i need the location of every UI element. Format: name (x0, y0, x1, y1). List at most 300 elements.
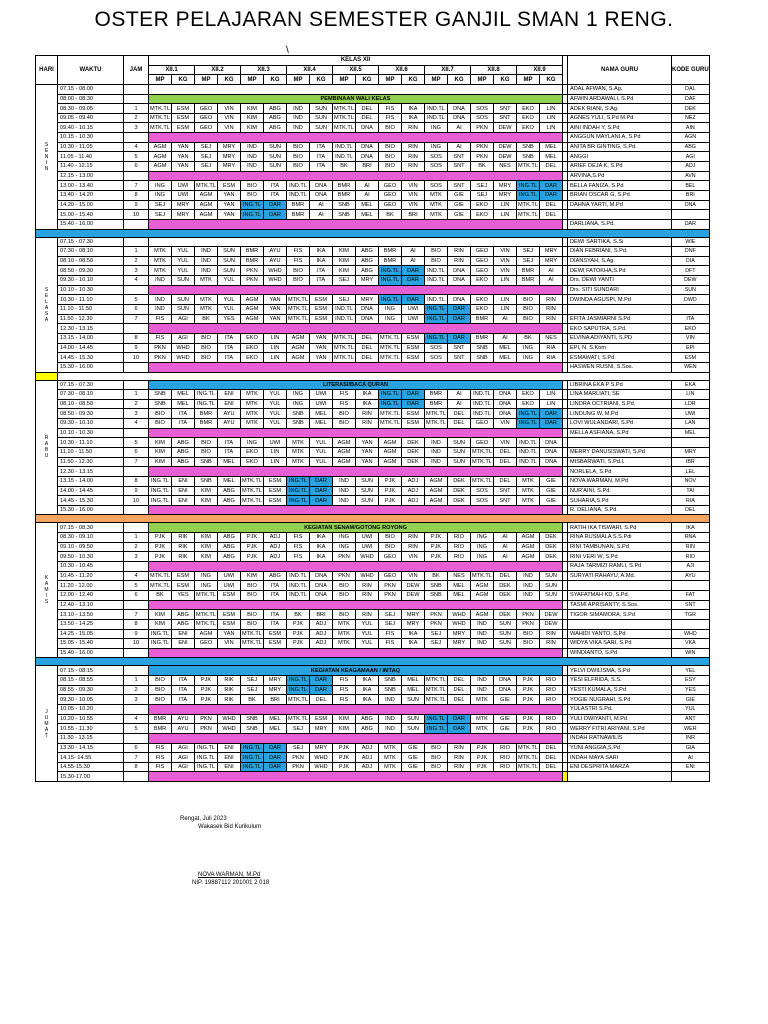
teacher-code-cell: UWI (172, 190, 195, 200)
subject-cell: PKN (471, 142, 494, 152)
subject-cell: EKO (241, 447, 264, 457)
subject-cell: AGM (471, 590, 494, 600)
teacher-code-cell: SUN (218, 256, 241, 266)
time-cell: 08.10 - 08.50 (58, 256, 124, 266)
subject-cell: ING (517, 343, 540, 353)
teacher-code: EKO (672, 324, 710, 334)
subject-cell: AGM (517, 552, 540, 562)
teacher-code-cell: ENI (172, 639, 195, 649)
teacher-code: BRI (672, 190, 710, 200)
subject-cell: EKO (517, 399, 540, 409)
subject-cell: BIO (333, 419, 356, 429)
teacher-code-cell: YAN (264, 305, 287, 315)
subject-cell: SNB (195, 476, 218, 486)
teacher-code-cell: LIN (540, 113, 563, 123)
teacher-code-cell: AI (448, 390, 471, 400)
subject-cell: PJK (195, 685, 218, 695)
teacher-name: ADAL AFWAN, S.Ag. (568, 84, 672, 94)
day-letter: A (44, 441, 49, 448)
teacher-code-cell: MEL (218, 476, 241, 486)
teacher-code-cell: GIE (494, 714, 517, 724)
subject-cell: GEO (379, 190, 402, 200)
subject-cell: GEO (195, 104, 218, 114)
jam-cell: 7 (124, 753, 149, 763)
break-band (149, 84, 563, 94)
subject-cell: AGM (241, 295, 264, 305)
subject-cell: IND (379, 695, 402, 705)
jam-cell: 1 (124, 247, 149, 257)
time-cell: 13.30 - 14.15 (58, 743, 124, 753)
teacher-code-cell: LIN (540, 399, 563, 409)
teacher-name: RAJA TARMIZI RAMLI, S.Pd (568, 562, 672, 572)
teacher-code-cell: DAR (310, 486, 333, 496)
teacher-code-cell: AI (494, 533, 517, 543)
subject-cell: SEJ (149, 200, 172, 210)
subject-cell: EKO (471, 200, 494, 210)
subject-cell: AGM (425, 496, 448, 506)
subject-cell: IND (287, 113, 310, 123)
teacher-code-cell: LIN (264, 457, 287, 467)
subject-cell: GEO (471, 438, 494, 448)
time-cell: 10.10 - 10.30 (58, 285, 124, 295)
subject-cell: PKN (471, 152, 494, 162)
jam-cell: 7 (124, 181, 149, 191)
teacher-code-cell: DEL (494, 447, 517, 457)
subject-cell: BIO (149, 419, 172, 429)
day-letter: I (45, 593, 48, 600)
time-cell: 10.30 - 11.05 (58, 142, 124, 152)
teacher-code-cell: SNT (494, 496, 517, 506)
subject-cell: ING.TL (149, 476, 172, 486)
class-header: XII.2 (195, 65, 241, 75)
teacher-code-cell: ADJ (310, 629, 333, 639)
teacher-code-cell: IKA (310, 256, 333, 266)
teacher-name: DEWI FATOKHA,S.Pd (568, 266, 672, 276)
subject-cell: BIO (241, 581, 264, 591)
teacher-code-cell: LIN (540, 104, 563, 114)
teacher-code-cell: GIE (448, 190, 471, 200)
teacher-code-cell: RIN (402, 142, 425, 152)
time-cell: 07.15 - 07.30 (58, 237, 124, 247)
teacher-name: ANGGUN MAYLANI A, S.Pd (568, 133, 672, 143)
subject-cell: ING (287, 390, 310, 400)
class-header: XII.1 (149, 65, 195, 75)
day-label (36, 666, 58, 782)
teacher-name: LIBRINA EKA P S.Pd (568, 380, 672, 390)
subject-cell: IND (471, 685, 494, 695)
teacher-code-cell: SUN (540, 590, 563, 600)
subject-cell: ING (195, 581, 218, 591)
teacher-code-cell: VIN (402, 190, 425, 200)
subject-cell: MTK (195, 276, 218, 286)
teacher-code-cell: VIN (494, 247, 517, 257)
teacher-code: WHD (672, 629, 710, 639)
teacher-code-cell: DAR (310, 676, 333, 686)
schedule-row (36, 113, 710, 123)
teacher-code-cell: ITA (172, 409, 195, 419)
subject-cell: AGM (333, 447, 356, 457)
subject-cell: AGM (471, 610, 494, 620)
subject-cell: MTK (195, 295, 218, 305)
teacher-code-cell: YAN (218, 190, 241, 200)
jam-cell: 3 (124, 266, 149, 276)
teacher-code-cell: DEL (356, 104, 379, 114)
teacher-code-cell: DNA (310, 181, 333, 191)
teacher-code (672, 581, 710, 591)
subject-cell: AGM (287, 343, 310, 353)
schedule-row (36, 610, 710, 620)
subject-cell: FIS (287, 542, 310, 552)
teacher-code-cell: MEL (540, 152, 563, 162)
subject-cell: MTK (471, 695, 494, 705)
jam-cell: 5 (124, 152, 149, 162)
subject-cell: IND (379, 714, 402, 724)
subject-cell: IND.TL (287, 571, 310, 581)
teacher-name: NUR'AINI, S.Pd. (568, 486, 672, 496)
teacher-code-cell: SUN (356, 486, 379, 496)
teacher-name: YULASTRI S.Pd. (568, 705, 672, 715)
teacher-code-cell: DNA (448, 295, 471, 305)
teacher-code-cell: SUN (494, 629, 517, 639)
teacher-code-cell: AI (494, 333, 517, 343)
teacher-code: YUL (672, 705, 710, 715)
separator-band (36, 372, 58, 380)
teacher-code-cell: YUL (310, 438, 333, 448)
jam-cell (124, 562, 149, 572)
teacher-code-cell: ESM (264, 629, 287, 639)
teacher-code-cell: MRY (218, 162, 241, 172)
teacher-code: TGR (672, 610, 710, 620)
mp-header: MP (195, 75, 218, 85)
subject-cell: SOS (425, 353, 448, 363)
jam-header: JAM (124, 56, 149, 85)
subject-cell: KIM (241, 104, 264, 114)
teacher-code-cell: WHD (356, 552, 379, 562)
teacher-code-cell: DNA (494, 390, 517, 400)
subject-cell: SEJ (333, 295, 356, 305)
teacher-code-cell: ESM (172, 123, 195, 133)
teacher-name: WERRY FITRI ARIYANI, S.Pd (568, 724, 672, 734)
subject-cell: BIO (425, 247, 448, 257)
schedule-row (36, 772, 710, 782)
subject-cell: FIS (149, 743, 172, 753)
teacher-code-cell: RIN (540, 314, 563, 324)
subject-cell: KIM (195, 542, 218, 552)
subject-cell: PJK (149, 552, 172, 562)
subject-cell: GEO (195, 113, 218, 123)
subject-cell: AGM (241, 305, 264, 315)
teacher-code-cell: YUL (264, 390, 287, 400)
teacher-code: INR (672, 733, 710, 743)
teacher-code-cell: ESM (218, 610, 241, 620)
teacher-code: DAL (672, 84, 710, 94)
subject-cell: BIO (149, 695, 172, 705)
subject-cell: ING (471, 542, 494, 552)
time-cell: 08.50 - 09.30 (58, 409, 124, 419)
subject-cell: ING (333, 542, 356, 552)
teacher-code-cell: ITA (310, 162, 333, 172)
teacher-code-cell: DEL (540, 753, 563, 763)
teacher-code: AGI (672, 152, 710, 162)
teacher-code-cell: AI (448, 399, 471, 409)
subject-cell: MTK.TL (472, 449, 492, 456)
subject-cell: PJK (425, 533, 448, 543)
class-header: XII.6 (379, 65, 425, 75)
subject-cell: MTK.TL (426, 687, 446, 694)
subject-cell: MTK (241, 399, 264, 409)
subject-cell: ING.TL (425, 724, 448, 734)
schedule-row (36, 666, 710, 676)
teacher-code-cell: ITA (310, 152, 333, 162)
teacher-name: ANITA BR GINTING, S.Pd. (568, 142, 672, 152)
subject-cell: GEO (471, 266, 494, 276)
teacher-code-cell: DNA (494, 676, 517, 686)
teacher-code-cell: RIA (540, 343, 563, 353)
jam-cell: 10 (124, 639, 149, 649)
teacher-code-cell: ABG (218, 496, 241, 506)
teacher-code-cell: MEL (218, 457, 241, 467)
teacher-name: ESMAWATI, S.Pd. (568, 353, 672, 363)
teacher-code: RIN (672, 542, 710, 552)
subject-cell: EKO (471, 295, 494, 305)
jam-cell: 6 (124, 447, 149, 457)
subject-cell: IND (195, 266, 218, 276)
teacher-code-cell: DEL (356, 113, 379, 123)
teacher-name: INDAH RATNAWILIS (568, 733, 672, 743)
teacher-code-cell: IKA (356, 676, 379, 686)
subject-cell: SEJ (195, 162, 218, 172)
subject-cell: IND (241, 142, 264, 152)
teacher-code-cell: ITA (264, 619, 287, 629)
teacher-code-cell: DAR (310, 476, 333, 486)
mp-header: MP (517, 75, 540, 85)
subject-cell: AGM (195, 629, 218, 639)
day-separator (36, 515, 710, 523)
subject-cell: KIM (195, 486, 218, 496)
teacher-code-cell: ESM (310, 295, 333, 305)
subject-cell: MTK (333, 629, 356, 639)
teacher-code: LDR (672, 399, 710, 409)
teacher-code-cell: YUL (310, 457, 333, 467)
teacher-code-cell: DNA (310, 571, 333, 581)
subject-cell: FIS (333, 399, 356, 409)
subject-cell: BIO (195, 353, 218, 363)
mp-header: MP (333, 75, 356, 85)
schedule-table (35, 55, 710, 782)
jam-cell: 4 (124, 142, 149, 152)
teacher-code-cell: ESM (264, 486, 287, 496)
time-cell: 15.30 - 16.00 (58, 362, 124, 372)
teacher-code: ADJ (672, 162, 710, 172)
teacher-name (568, 438, 672, 448)
subject-cell: MTK.TL (518, 163, 538, 170)
subject-cell: ING.TL (195, 743, 218, 753)
subject-cell: GEO (471, 247, 494, 257)
subject-cell: SOS (425, 152, 448, 162)
teacher-code-cell: SUN (264, 152, 287, 162)
teacher-code: BEL (672, 181, 710, 191)
teacher-name: AGNES YULI, S.Pd M.Pd (568, 113, 672, 123)
subject-cell: PJK (517, 676, 540, 686)
teacher-code-cell: SNT (494, 113, 517, 123)
teacher-code-cell: IKA (402, 639, 425, 649)
day-letter: A (44, 581, 49, 588)
teacher-code-cell: IKA (356, 390, 379, 400)
subject-cell: SOS (425, 343, 448, 353)
jam-cell: 2 (124, 113, 149, 123)
schedule-row (36, 428, 710, 438)
subject-cell: IND.TL (517, 457, 540, 467)
schedule-row (36, 676, 710, 686)
subject-cell: BK (287, 610, 310, 620)
time-cell: 10.45 - 11.20 (58, 571, 124, 581)
schedule-row (36, 133, 710, 143)
teacher-code-cell: VIN (402, 552, 425, 562)
subject-cell: ING.TL (425, 333, 448, 343)
time-cell: 10.30 - 11.10 (58, 295, 124, 305)
subject-cell: PKN (379, 581, 402, 591)
teacher-code-cell: ADJ (264, 533, 287, 543)
teacher-code-cell: SUN (448, 457, 471, 467)
schedule-row (36, 256, 710, 266)
teacher-code-cell: DEK (494, 610, 517, 620)
teacher-code-cell: DEL (494, 571, 517, 581)
subject-cell: IND.TL (333, 152, 356, 162)
schedule-row (36, 94, 710, 104)
teacher-code-cell: AGI (172, 753, 195, 763)
schedule-row (36, 733, 710, 743)
teacher-code-cell: SUN (310, 104, 333, 114)
teacher-code-cell: NES (494, 162, 517, 172)
teacher-code-cell: ADJ (356, 753, 379, 763)
time-cell: 09.30 - 10.10 (58, 419, 124, 429)
teacher-name: SYAFATMAH KD, S.Pd. (568, 590, 672, 600)
teacher-name: WIDYA VIKA SARI, S.Pd (568, 639, 672, 649)
teacher-code-cell: ENI (172, 486, 195, 496)
time-cell: 11.05 - 11.40 (58, 152, 124, 162)
jam-cell (124, 362, 149, 372)
day-letter: M (44, 587, 49, 594)
teacher-code-cell: ADJ (310, 619, 333, 629)
subject-cell: ING (425, 142, 448, 152)
time-cell: 14.25 - 15.05 (58, 629, 124, 639)
jam-cell (124, 523, 149, 533)
time-cell: 13.50 - 14.25 (58, 619, 124, 629)
jam-cell: 3 (124, 695, 149, 705)
teacher-code-cell: ABG (172, 457, 195, 467)
subject-cell: SOS (471, 486, 494, 496)
day-label (36, 380, 58, 515)
schedule-row (36, 210, 710, 220)
subject-cell: MTK (517, 496, 540, 506)
subject-cell: FIS (379, 629, 402, 639)
break-band (149, 133, 563, 143)
teacher-code-cell: DEW (402, 590, 425, 600)
teacher-code-cell: ESM (310, 714, 333, 724)
teacher-code-cell: RIN (540, 639, 563, 649)
teacher-code-cell: WHD (172, 353, 195, 363)
teacher-name: YULI DWIYANTI, M.Pd (568, 714, 672, 724)
subject-cell: BMR (471, 333, 494, 343)
time-cell: 15.30-17.00 (58, 772, 124, 782)
subject-cell: BMR (425, 390, 448, 400)
time-cell: 10.55 - 11.30 (58, 724, 124, 734)
kg-header: KG (264, 75, 287, 85)
jam-cell: 1 (124, 390, 149, 400)
subject-cell: PJK (425, 542, 448, 552)
teacher-code-cell: UWI (218, 581, 241, 591)
teacher-code-cell: YUL (172, 247, 195, 257)
teacher-code-cell: SUN (494, 619, 517, 629)
kg-header: KG (356, 75, 379, 85)
subject-cell: SNB (471, 343, 494, 353)
teacher-code-cell: DEL (448, 695, 471, 705)
teacher-code: UWI (672, 409, 710, 419)
teacher-code-cell: NES (540, 333, 563, 343)
time-cell: 11.10 - 11.50 (58, 447, 124, 457)
schedule-row (36, 600, 710, 610)
teacher-code: IKA (672, 523, 710, 533)
subject-cell: FIS (379, 104, 402, 114)
subject-cell: IND.TL (287, 581, 310, 591)
teacher-code-cell: YAN (356, 438, 379, 448)
break-band (149, 467, 563, 477)
subject-cell: BIO (333, 581, 356, 591)
subject-cell: SNB (333, 200, 356, 210)
subject-cell: SEJ (287, 724, 310, 734)
subject-cell: SNB (471, 353, 494, 363)
teacher-code-cell: SNT (448, 353, 471, 363)
subject-cell: SOS (425, 181, 448, 191)
break-band (149, 285, 563, 295)
schedule-row (36, 305, 710, 315)
teacher-name: RINI TAMBUNAN, S.Pd (568, 542, 672, 552)
teacher-code-cell: DAR (264, 210, 287, 220)
subject-cell: ING (471, 552, 494, 562)
jam-cell: 9 (124, 343, 149, 353)
subject-cell: ING.TL (241, 743, 264, 753)
subject-cell: BIO (379, 162, 402, 172)
jam-cell: 9 (124, 629, 149, 639)
teacher-code-cell: DEL (356, 333, 379, 343)
teacher-name: NORLELA, S.Pd (568, 467, 672, 477)
teacher-code-cell: ADJ (402, 496, 425, 506)
subject-cell: EKO (471, 276, 494, 286)
teacher-code-cell: RIN (448, 256, 471, 266)
schedule-row (36, 533, 710, 543)
day-letter: T (44, 732, 49, 739)
subject-cell: IND.TL (287, 590, 310, 600)
teacher-code-cell: GIE (402, 743, 425, 753)
jam-cell: 7 (124, 314, 149, 324)
day-letter: N (44, 153, 49, 160)
teacher-code-cell: IKA (402, 629, 425, 639)
subject-cell: FIS (333, 390, 356, 400)
subject-cell: PJK (471, 762, 494, 772)
subject-cell: ING (517, 353, 540, 363)
subject-cell: PJK (195, 676, 218, 686)
subject-cell: EKO (471, 305, 494, 315)
time-cell: 07.15 - 08.15 (58, 666, 124, 676)
subject-cell: SNB (287, 409, 310, 419)
teacher-code-cell: AI (310, 210, 333, 220)
subject-cell: MTK (425, 190, 448, 200)
day-label (36, 237, 58, 372)
teacher-code-cell: AI (402, 256, 425, 266)
subject-cell: MTK (379, 753, 402, 763)
teacher-code-cell: BRI (310, 610, 333, 620)
teacher-code-cell: AI (448, 123, 471, 133)
